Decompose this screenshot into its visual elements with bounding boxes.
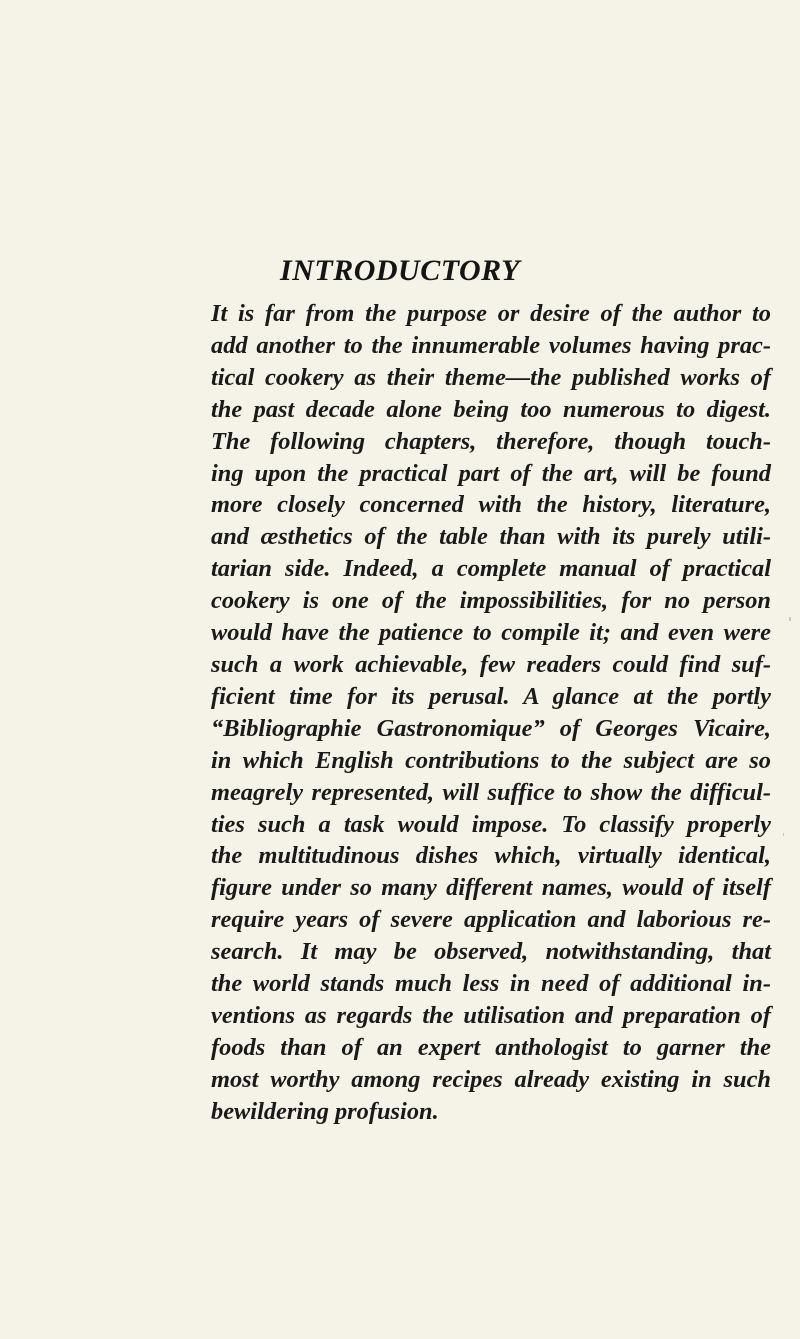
- paper-speck: [783, 833, 784, 836]
- text-line: tical cookery as their theme—the published works of: [211, 363, 771, 391]
- introductory-paragraph: [211, 298, 771, 1128]
- text-line: most worthy among recipes already existing in such: [211, 1065, 771, 1093]
- text-line: The following chapters, therefore, though touch-: [211, 427, 771, 455]
- page-title: INTRODUCTORY: [280, 254, 520, 287]
- text-line: foods than of an expert anthologist to garner the: [211, 1033, 771, 1061]
- text-line: ing upon the practical part of the art, will be found: [211, 459, 771, 487]
- text-line: bewildering profusion.: [211, 1097, 439, 1125]
- text-line: require years of severe application and laborious re-: [211, 906, 771, 934]
- text-line: It is far from the purpose or desire of the author to: [211, 300, 771, 327]
- text-line: the past decade alone being too numerous to digest.: [211, 395, 771, 423]
- text-line: add another to the innumerable volumes having prac-: [211, 331, 771, 359]
- text-line: more closely concerned with the history, literature,: [211, 491, 771, 519]
- text-line: ties such a task would impose. To classify properly: [211, 810, 771, 838]
- text-line: search. It may be observed, notwithstanding, that: [211, 938, 771, 966]
- text-line: tarian side. Indeed, a complete manual of practical: [211, 555, 771, 583]
- text-line: such a work achievable, few readers could find suf-: [211, 650, 771, 678]
- text-line: would have the patience to compile it; and even were: [211, 619, 771, 647]
- text-line: in which English contributions to the subject are so: [211, 746, 771, 774]
- text-line: figure under so many different names, would of itself: [211, 874, 771, 902]
- text-line: “Bibliographie Gastronomique” of Georges Vicaire,: [211, 714, 771, 742]
- text-line: the world stands much less in need of additional in-: [211, 970, 771, 998]
- text-line: meagrely represented, will suffice to show the difficul-: [211, 778, 771, 806]
- text-line: ventions as regards the utilisation and preparation of: [211, 1001, 771, 1029]
- text-line: and æsthetics of the table than with its purely utili-: [211, 523, 771, 551]
- text-line: ficient time for its perusal. A glance at the portly: [211, 682, 771, 710]
- paper-speck: [789, 617, 791, 621]
- text-line: the multitudinous dishes which, virtually identical,: [211, 842, 771, 870]
- text-line: cookery is one of the impossibilities, for no person: [211, 587, 771, 615]
